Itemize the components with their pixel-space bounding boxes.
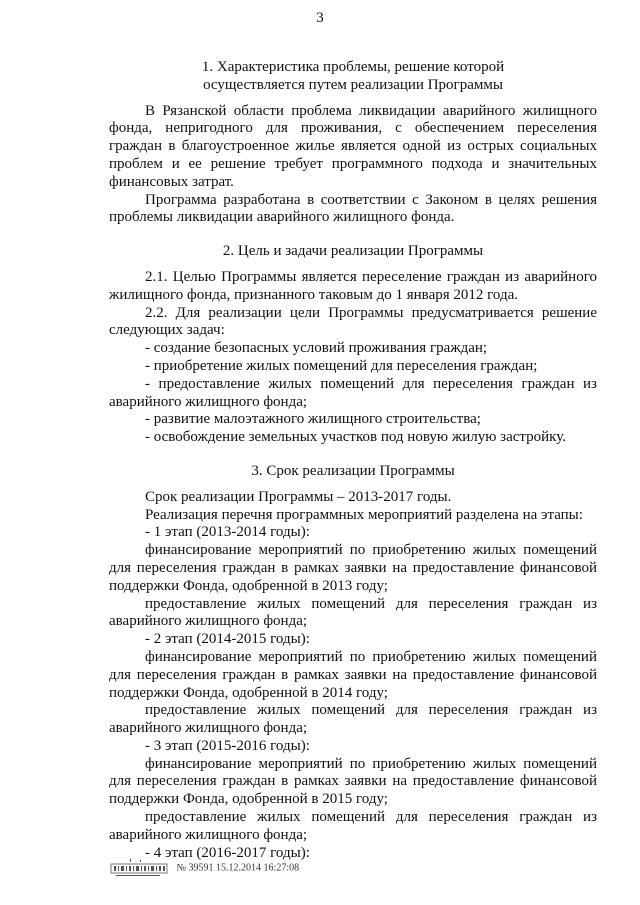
stage-label: - 3 этап (2015-2016 годы):: [145, 737, 310, 754]
stage-label: - 4 этап (2016-2017 годы):: [145, 844, 310, 861]
stages-intro: Реализация перечня программных мероприятий разделена на этапы:: [145, 506, 583, 523]
stage-financing: финансирование мероприятий по приобретению жилых помещений для переселения граждан в рамках заявки на предоставление финансовой поддержки Фонда, одобренной в 2013 году;: [109, 542, 597, 594]
section3-title: 3. Срок реализации Программы: [251, 462, 455, 479]
stage-provision: предоставление жилых помещений для переселения граждан из аварийного жилищного фонда;: [109, 595, 597, 630]
document-registration-number: № 39591 15.12.2014 16:27:08: [176, 862, 300, 874]
task-item: - развитие малоэтажного жилищного строительства;: [145, 411, 481, 428]
section1-title-line1: 1. Характеристика проблемы, решение которой: [201, 59, 505, 75]
stage-provision: предоставление жилых помещений для переселения граждан из аварийного жилищного фонда;: [109, 809, 597, 843]
stage-label: - 2 этап (2014-2015 годы):: [145, 631, 310, 648]
task-item: - приобретение жилых помещений для переселения граждан;: [145, 357, 538, 374]
stage-label: - 1 этап (2013-2014 годы):: [145, 524, 310, 541]
task-item: - создание безопасных условий проживания граждан;: [145, 340, 488, 357]
stage-provision: предоставление жилых помещений для переселения граждан из аварийного жилищного фонда;: [109, 702, 597, 737]
document-footer: [110, 858, 299, 878]
section1-paragraph: Программа разработана в соответствии с Законом в целях решения проблемы ликвидации аварийного жилищного фонда.: [109, 191, 597, 226]
section1-title-line2: осуществляется путем реализации Программы: [203, 76, 503, 93]
program-term: Срок реализации Программы – 2013-2017 годы.: [145, 488, 452, 505]
stage-financing: финансирование мероприятий по приобретению жилых помещений для переселения граждан в рамках заявки на предоставление финансовой поддержки Фонда, одобренной в 2014 году;: [109, 648, 597, 701]
registration-stamp-icon: [110, 858, 168, 878]
section1-paragraph: В Рязанской области проблема ликвидации аварийного жилищного фонда, непригодного для проживания, с обеспечением переселения граждан в благоустроенное жилье является одной из острых социальных проблем и ее решение требует программного подхода и значительных финансовых затрат.: [109, 102, 597, 190]
stage-financing: финансирование мероприятий по приобретению жилых помещений для переселения граждан в рамках заявки на предоставление финансовой поддержки Фонда, одобренной в 2015 году;: [109, 755, 597, 808]
task-item: - предоставление жилых помещений для переселения граждан из аварийного жилищного фонда;: [109, 375, 597, 410]
section2-goal: 2.1. Целью Программы является переселение граждан из аварийного жилищного фонда, признанного таковым до 1 января 2012 года.: [109, 268, 597, 303]
section2-title: 2. Цель и задачи реализации Программы: [222, 243, 484, 260]
page-number: 3: [316, 10, 324, 26]
section2-tasks-intro: 2.2. Для реализации цели Программы предусматривается решение следующих задач:: [109, 304, 597, 339]
task-item: - освобождение земельных участков под новую жилую застройку.: [145, 429, 567, 446]
document-body: [109, 59, 597, 862]
